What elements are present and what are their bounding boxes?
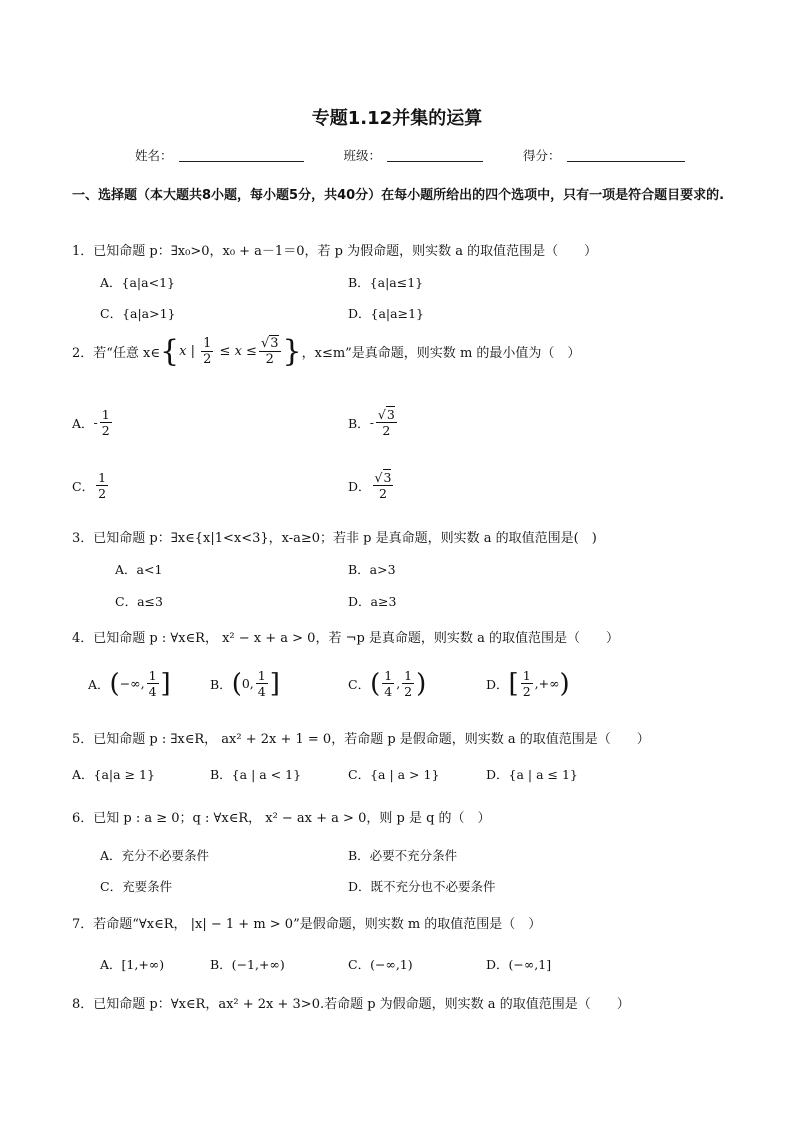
question-4-option-a[interactable]: A． ( −∞, $\frac{1}{4}$ ] xyxy=(88,668,171,699)
question-3-option-d[interactable]: D．a≥3 xyxy=(348,594,397,609)
page-title: 专题1.12并集的运算 xyxy=(311,108,483,129)
question-5-option-b[interactable]: B．{a | a < 1} xyxy=(210,767,302,782)
name-blank xyxy=(179,149,304,162)
question-1-option-d[interactable]: D．{a|a≥1} xyxy=(348,306,424,321)
class-label: 班级： xyxy=(343,148,382,163)
question-8-stem: 8．已知命题 p：∀x∈R，ax² + 2x + 3>0.若命题 p 为假命题，则实数 a 的取值范围是（ ） xyxy=(72,997,630,1012)
student-info-row xyxy=(135,146,685,164)
question-5-option-d[interactable]: D．{a | a ≤ 1} xyxy=(486,767,578,782)
question-7-option-d[interactable]: D．(−∞,1] xyxy=(486,957,552,972)
name-label: 姓名： xyxy=(135,148,173,163)
question-1-option-c[interactable]: C．{a|a>1} xyxy=(100,306,176,321)
question-6-option-d[interactable]: D．既不充分也不必要条件 xyxy=(348,879,496,894)
question-1-option-a[interactable]: A．{a|a<1} xyxy=(100,275,175,290)
question-3-option-c[interactable]: C．a≤3 xyxy=(115,594,163,609)
score-blank xyxy=(567,149,685,162)
question-4-option-c[interactable]: C． ( $\frac{1}{4}$ , $\frac{1}{2}$ ) xyxy=(348,668,427,699)
question-4-stem: 4．已知命题 p : ∀x∈R， x² − x + a > 0，若 ¬p 是真命题，则实数 a 的取值范围是（ ） xyxy=(72,631,619,646)
question-3-stem: 3．已知命题 p：∃x∈{x|1<x<3}，x-a≥0；若非 p 是真命题，则实数 a 的取值范围是( ) xyxy=(72,531,597,546)
question-2-option-d[interactable]: D． $\frac{√3}{2}$ xyxy=(348,470,392,501)
question-7-option-b[interactable]: B．(−1,+∞) xyxy=(210,957,285,972)
question-5-stem: 5．已知命题 p : ∃x∈R， ax² + 2x + 1 = 0，若命题 p 是假命题，则实数 a 的取值范围是（ ） xyxy=(72,732,650,747)
question-2-option-b[interactable]: B． - $\frac{√3}{2}$ xyxy=(348,407,395,438)
class-blank xyxy=(387,149,483,162)
question-6-option-a[interactable]: A．充分不必要条件 xyxy=(100,848,210,863)
question-4-option-b[interactable]: B． ( 0, $\frac{1}{4}$ ] xyxy=(210,668,280,699)
question-2-stem: 2．若“任意 x∈ { x | $\frac{1}{2}$ ≤ x ≤ $\frac{√3}{2}$ } ，x≤m”是真命题，则实数 m 的最小值为（ ） xyxy=(72,333,581,369)
section-heading: 一、选择题（本大题共8小题，每小题5分，共40分）在每小题所给出的四个选项中，只有一项是符合题目要求的. xyxy=(72,188,725,203)
question-7-option-c[interactable]: C．(−∞,1) xyxy=(348,957,413,972)
question-3-option-b[interactable]: B．a>3 xyxy=(348,562,396,577)
question-1-stem: 1．已知命题 p：∃x₀>0，x₀ + a－1＝0，若 p 为假命题，则实数 a 的取值范围是（ ） xyxy=(72,244,598,259)
question-4-option-d[interactable]: D． [ $\frac{1}{2}$ ,+∞ ) xyxy=(486,668,570,699)
question-7-option-a[interactable]: A．[1,+∞) xyxy=(100,957,165,972)
question-3-option-a[interactable]: A．a<1 xyxy=(115,562,163,577)
question-2-option-c[interactable]: C． $\frac{1}{2}$ xyxy=(72,470,107,501)
question-6-stem: 6．已知 p : a ≥ 0；q : ∀x∈R， x² − ax + a > 0，则 p 是 q 的（ ） xyxy=(72,811,491,826)
question-1-option-b[interactable]: B．{a|a≤1} xyxy=(348,275,424,290)
question-2-option-a[interactable]: A． - $\frac{1}{2}$ xyxy=(72,407,110,438)
score-label: 得分： xyxy=(523,148,561,163)
question-7-stem: 7．若命题“∀x∈R， |x| − 1 + m > 0”是假命题，则实数 m 的取值范围是（ ） xyxy=(72,917,542,932)
question-5-option-c[interactable]: C．{a | a > 1} xyxy=(348,767,440,782)
question-6-option-c[interactable]: C．充要条件 xyxy=(100,879,173,894)
question-5-option-a[interactable]: A．{a|a ≥ 1} xyxy=(72,767,155,782)
question-6-option-b[interactable]: B．必要不充分条件 xyxy=(348,848,458,863)
